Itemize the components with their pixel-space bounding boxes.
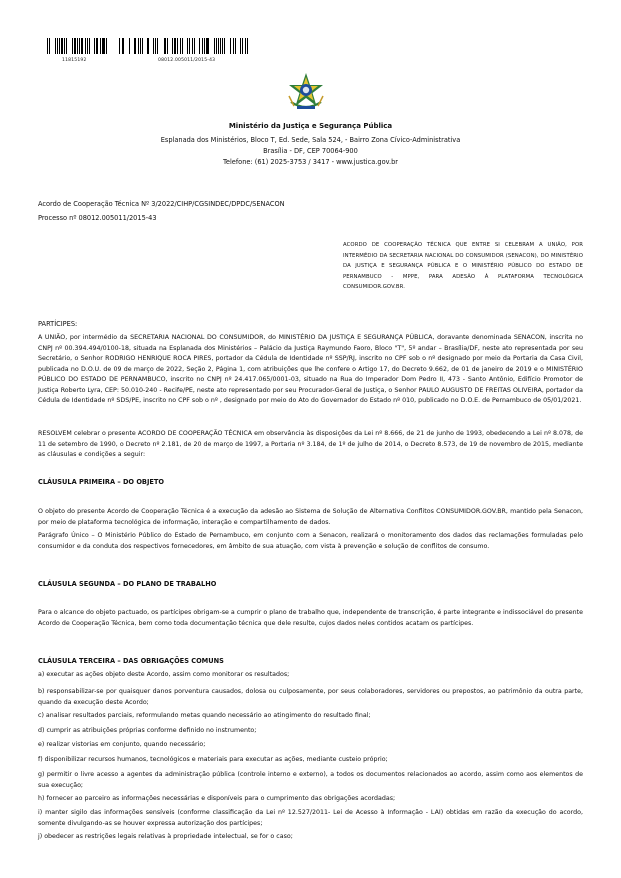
address-line-2: Brasília - DF, CEP 70064-900 [263, 147, 358, 155]
barcode-bar [196, 38, 197, 54]
barcode-bar [155, 38, 156, 54]
barcode-bar [194, 38, 195, 54]
address-line-3: Telefone: (61) 2025-3753 / 3417 - www.justica.gov.br [223, 158, 398, 166]
barcode-bar [85, 38, 86, 54]
barcode-bar [199, 38, 200, 54]
obligation-j: j) obedecer as restrições legais relativas à propriedade intelectual, se for o caso; [38, 833, 293, 840]
obligation-i: i) manter sigilo das informações sensíveis (conforme classificação da Lei nº 12.527/2011- Lei de Acesso à Informação - LAI) obtidas em razão da execução do acordo, somente divulgando-as se houver expressa autorização dos partícipes; [38, 809, 583, 827]
barcode-bar [134, 38, 135, 54]
barcode-bar [40, 38, 42, 54]
agreement-summary: ACORDO DE COOPERAÇÃO TÉCNICA QUE ENTRE SI CELEBRAM A UNIÃO, POR INTERMÉDIO DA SECRETARIA NACIONAL DO CONSUMIDOR (SENACON), DO MINISTÉRIO DA JUSTIÇA E SEGURANÇA PÚBLICA E O MINISTÉRIO PÚBLICO DO ESTADO DE PERNAMBUCO - MPPE, PARA ADESÃO À PLATAFORMA TECNOLÓGICA CONSUMIDOR.GOV.BR. [343, 242, 583, 290]
barcode-bar [153, 38, 154, 54]
barcode-bar [150, 38, 151, 54]
obligation-f: f) disponibilizar recursos humanos, tecnológicos e materiais para executar as ações, mediante custeio próprio; [38, 756, 388, 763]
barcode-bar [77, 38, 78, 54]
clause2-text: Para o alcance do objeto pactuado, os partícipes obrigam-se a cumprir o plano de trabalho que, independente de transcrição, é parte integrante e indissociável do presente Acordo de Cooperação Técnica, bem como toda documentação técnica que dele resulte, cujos dados neles contidos acatam os partícipes. [38, 609, 583, 627]
barcode-bar [187, 38, 188, 54]
barcode-bar [49, 38, 50, 54]
barcode-bar [44, 38, 46, 54]
barcode-bar [68, 38, 70, 54]
participants-text: A UNIÃO, por intermédio da SECRETARIA NACIONAL DO CONSUMIDOR, do MINISTÉRIO DA JUSTIÇA E SEGURANÇA PÚBLICA, doravante denominada SENACON, inscrita no CNPJ nº 00.394.494/0100-18, situada na Esplanada dos Ministérios – Palácio da Justiça Raymundo Faoro, Bloco "T", 5º andar – Brasília/DF, neste ato representada por seu Secretário, o Senhor RODRIGO HENRIQUE ROCA PIRES, portador da Cédula de Identidade nº SSP/RJ, inscrito no CPF sob o nº designado por meio da Portaria da Casa Civil, publicada no D.O.U. de 09 de março de 2022, Seção 2, Página 1, com atribuições que lhe confere o Artigo 17, do Decreto 9.662, de 01 de janeiro de 2019 e o MINISTÉRIO PÚBLICO DO ESTADO DE PERNAMBUCO, inscrito no CNPJ nº 24.417.065/0001-03, situado na Rua do Imperador Dom Pedro II, 473 - Santo Antônio, Edifício Promotor de Justiça Roberto Lyra, CEP: 50.010-240 - Recife/PE, neste ato representado por seu Procurador-Geral de Justiça, o Senhor PAULO AUGUSTO DE FREITAS OLIVEIRA, portador da Cédula de Identidade nº SDS/PE, inscrito no CPF sob o nº , designado por meio do Ato do Governador do Estado nº 010, publicado no D.O.E. de Pernambuco de 05/01/2021. [38, 334, 583, 404]
process-number: Processo nº 08012.005011/2015-43 [38, 214, 157, 222]
barcode-left [40, 38, 108, 54]
barcode-bar [126, 38, 127, 54]
obligation-h: h) fornecer ao parceiro as informações necessárias e disponíveis para o cumprimento das obrigações acordadas; [38, 795, 396, 802]
barcode-bar [66, 38, 67, 54]
barcode-bar [102, 38, 103, 54]
barcode-bar [237, 38, 238, 54]
obligation-g: g) permitir o livre acesso a agentes da administração pública (controle interno e externo), a todos os documentos relacionados ao acordo, assim como aos elementos de sua execução; [38, 771, 583, 789]
barcode-bar [214, 38, 215, 54]
barcode-bar [119, 38, 120, 54]
obligation-b: b) responsabilizar-se por quaisquer danos porventura causados, dolosa ou culposamente, por seus colaboradores, servidores ou prepostos, ao patrimônio da outra parte, quando da execução deste Acordo; [38, 688, 583, 706]
barcode-bar [160, 38, 161, 54]
barcode-bar [222, 38, 223, 54]
barcode-bar [90, 38, 92, 54]
barcode-bar [211, 38, 212, 54]
barcode-bar [233, 38, 234, 54]
barcode-bar [61, 38, 63, 54]
barcode-bar [226, 38, 227, 54]
barcode-bar [184, 38, 185, 54]
obligation-a: a) executar as ações objeto deste Acordo, assim como monitorar os resultados; [38, 671, 290, 678]
barcode-bar [177, 38, 178, 54]
agreement-title: Acordo de Cooperação Técnica Nº 3/2022/CIHP/CGSINDEC/DPDC/SENACON [38, 200, 285, 208]
barcode-bar [47, 38, 48, 54]
barcode-bar [143, 38, 144, 54]
barcode-bar [79, 38, 80, 54]
barcode-bar [172, 38, 173, 54]
barcode-bar [55, 38, 56, 54]
barcode-bar [206, 38, 207, 54]
barcode-bar [224, 38, 225, 54]
address-line-1: Esplanada dos Ministérios, Bloco T, Ed. Sede, Sala 524, - Bairro Zona Cívico-Administrativa [160, 136, 461, 144]
barcode-bar [240, 38, 241, 54]
barcode-bar [87, 38, 88, 54]
barcode-bar [169, 38, 170, 54]
barcode-bar [174, 38, 175, 54]
barcode-bar [75, 38, 76, 54]
barcode-bar [204, 38, 205, 54]
barcode-bar [94, 38, 95, 54]
barcode-left-number: 11815192 [62, 58, 87, 63]
barcode-bar [157, 38, 158, 54]
barcode-bar [189, 38, 190, 54]
barcode-bar [59, 38, 61, 54]
barcode-bar [57, 38, 58, 54]
resolve-text: RESOLVEM celebrar o presente ACORDO DE COOPERAÇÃO TÉCNICA em observância às disposições da Lei nº 8.666, de 21 de junho de 1993, obedecendo a Lei nº 8.078, de 11 de setembro de 1990, o Decreto nº 2.181, de 20 de março de 1997, a Portaria nº 3.184, de 1º de julho de 2014, o Decreto 8.573, de 19 de novembro de 2015, mediante as cláusulas e condições a seguir: [38, 430, 583, 458]
barcode-bar [142, 38, 143, 54]
barcode-bar [192, 38, 193, 54]
barcode-bar [64, 38, 65, 54]
barcode-bar [245, 38, 246, 54]
clause2-heading: CLÁUSULA SEGUNDA – DO PLANO DE TRABALHO [38, 580, 217, 588]
clause3-heading: CLÁUSULA TERCEIRA – DAS OBRIGAÇÕES COMUNS [38, 657, 224, 665]
barcode-right [119, 38, 249, 54]
barcode-bar [242, 38, 243, 54]
barcode-bar [106, 38, 107, 54]
barcode-bar [182, 38, 183, 54]
barcode-bar [164, 38, 165, 54]
barcode-bar [122, 38, 123, 54]
barcode-bar [131, 38, 132, 54]
barcode-bar [247, 38, 248, 54]
barcode-bar [207, 38, 208, 54]
barcode-bar [100, 38, 101, 54]
barcode-bar [180, 38, 181, 54]
obligation-d: d) cumprir as atribuições próprias conforme definido no instrumento; [38, 727, 257, 734]
barcode-bar [81, 38, 83, 54]
barcode-bar [140, 38, 141, 54]
barcode-bar [51, 38, 53, 54]
barcode-bar [202, 38, 203, 54]
barcode-bar [165, 38, 166, 54]
obligation-c: c) analisar resultados parciais, reformulando metas quando necessário ao atingimento do resultado final; [38, 712, 371, 719]
barcode-bar [167, 38, 168, 54]
barcode-bar [230, 38, 231, 54]
barcode-bar [147, 38, 148, 54]
barcode-bar [235, 38, 236, 54]
barcode-bar [96, 38, 98, 54]
barcode-bar [129, 38, 130, 54]
barcode-bar [72, 38, 73, 54]
barcode-bar [148, 38, 149, 54]
barcode-bar [138, 38, 139, 54]
ministry-name: Ministério da Justiça e Segurança Pública [228, 122, 393, 130]
barcode-bar [89, 38, 90, 54]
barcode-bar [220, 38, 221, 54]
barcode-bar [175, 38, 176, 54]
coat-of-arms-icon [285, 72, 327, 112]
participants-heading: PARTÍCIPES: [38, 320, 78, 328]
obligation-e: e) realizar vistorias em conjunto, quando necessário; [38, 741, 206, 748]
clause1-text: O objeto do presente Acordo de Cooperação Técnica é a execução da adesão ao Sistema de Solução de Alternativa Conflitos CONSUMIDOR.GOV.BR, mantido pela Senacon, por meio de plataforma tecnológica de informação, interação e compartilhamento de dados. [38, 508, 583, 526]
barcode-bar [216, 38, 217, 54]
barcode-bar [218, 38, 219, 54]
clause1-paragraph: Parágrafo Único – O Ministério Público do Estado de Pernambuco, em conjunto com a Senacon, realizará o monitoramento dos dados das reclamações formuladas pelo consumidor e da conduta dos respectivos fornecedores, em âmbito de sua atuação, com vista à prevenção e solução de conflitos de consumo. [38, 532, 583, 550]
barcode-bar [74, 38, 75, 54]
barcode-bar [103, 38, 105, 54]
clause1-heading: CLÁUSULA PRIMEIRA – DO OBJETO [38, 478, 165, 486]
barcode-right-number: 08012.005011/2015-43 [158, 58, 216, 63]
